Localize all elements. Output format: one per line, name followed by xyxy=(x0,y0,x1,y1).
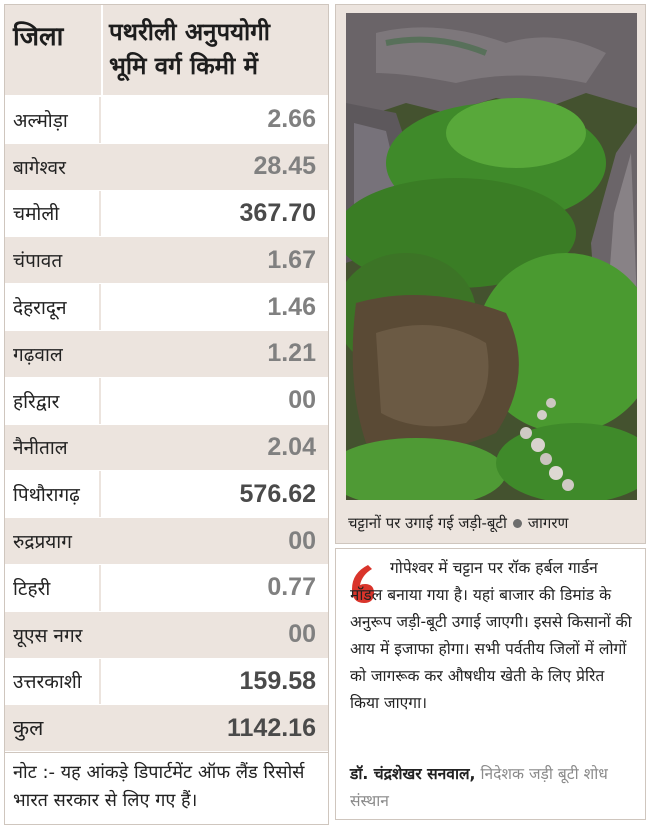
land-table xyxy=(4,4,329,825)
photo-credit: जागरण xyxy=(527,514,569,532)
header-area: पथरीली अनुपयोगी भूमि वर्ग किमी में xyxy=(101,5,328,95)
district-name: कुल xyxy=(5,705,101,751)
author-title: निदेशक जड़ी बूटी शोध संस्थान xyxy=(350,765,608,810)
district-name: चंपावत xyxy=(5,237,101,283)
district-name: पिथौरागढ़ xyxy=(5,471,101,517)
header-district: जिला xyxy=(13,22,64,52)
table-row xyxy=(5,144,328,191)
quote-box xyxy=(335,548,646,820)
table-row xyxy=(5,705,328,752)
district-name: टिहरी xyxy=(5,565,101,611)
district-name: गढ़वाल xyxy=(5,331,101,377)
table-row xyxy=(5,659,328,706)
table-row xyxy=(5,284,328,331)
area-value: 00 xyxy=(101,612,328,658)
area-value: 2.04 xyxy=(101,425,328,471)
district-name: हरिद्वार xyxy=(5,378,101,424)
table-body xyxy=(5,97,328,752)
district-name: उत्तरकाशी xyxy=(5,659,101,705)
area-value: 2.66 xyxy=(101,97,328,143)
district-name: अल्मोड़ा xyxy=(5,97,101,143)
table-row xyxy=(5,331,328,378)
area-value: 159.58 xyxy=(101,659,328,705)
table-row xyxy=(5,471,328,518)
area-value: 1142.16 xyxy=(101,705,328,751)
area-value: 28.45 xyxy=(101,144,328,190)
photo-caption xyxy=(348,513,641,533)
area-value: 00 xyxy=(101,378,328,424)
quote-text: गोपेश्वर में चट्टान पर रॉक हर्बल गार्डन मॉडल बनाया गया है। यहां बाजार की डिमांड के अनुरूप जड़ी-बूटी उगाई जाएगी। इससे किसानों की आय में इजाफा होगा। सभी पर्वतीय जिलों में लोगों को जागरूक कर औषधीय खेती के लिए प्रेरित किया जाएगा। xyxy=(350,559,632,712)
table-row xyxy=(5,97,328,144)
table-row xyxy=(5,191,328,238)
area-value: 00 xyxy=(101,518,328,564)
table-row xyxy=(5,237,328,284)
area-value: 576.62 xyxy=(101,471,328,517)
photo-illustration xyxy=(346,13,637,500)
bullet-dot-icon xyxy=(513,519,522,528)
area-value: 1.21 xyxy=(101,331,328,377)
rock-garden-photo xyxy=(346,13,637,500)
district-name: रुद्रप्रयाग xyxy=(5,518,101,564)
caption-text: चट्टानों पर उगाई गई जड़ी-बूटी xyxy=(348,514,507,532)
quote-signature xyxy=(350,761,637,815)
district-name: यूएस नगर xyxy=(5,612,101,658)
table-row xyxy=(5,378,328,425)
district-name: चमोली xyxy=(5,191,101,237)
table-header xyxy=(5,5,328,97)
table-row xyxy=(5,612,328,659)
area-value: 1.46 xyxy=(101,284,328,330)
table-note: नोट :- यह आंकड़े डिपार्टमेंट ऑफ लैंड रिसोर्स भारत सरकार से लिए गए हैं। xyxy=(5,752,328,824)
table-row xyxy=(5,425,328,472)
district-name: नैनीताल xyxy=(5,425,101,471)
table-row xyxy=(5,565,328,612)
district-name: देहरादून xyxy=(5,284,101,330)
area-value: 0.77 xyxy=(101,565,328,611)
author-name: डॉ. चंद्रशेखर सनवाल, xyxy=(350,765,476,783)
area-value: 1.67 xyxy=(101,237,328,283)
photo-frame xyxy=(335,4,646,544)
table-row xyxy=(5,518,328,565)
district-name: बागेश्वर xyxy=(5,144,101,190)
area-value: 367.70 xyxy=(101,191,328,237)
